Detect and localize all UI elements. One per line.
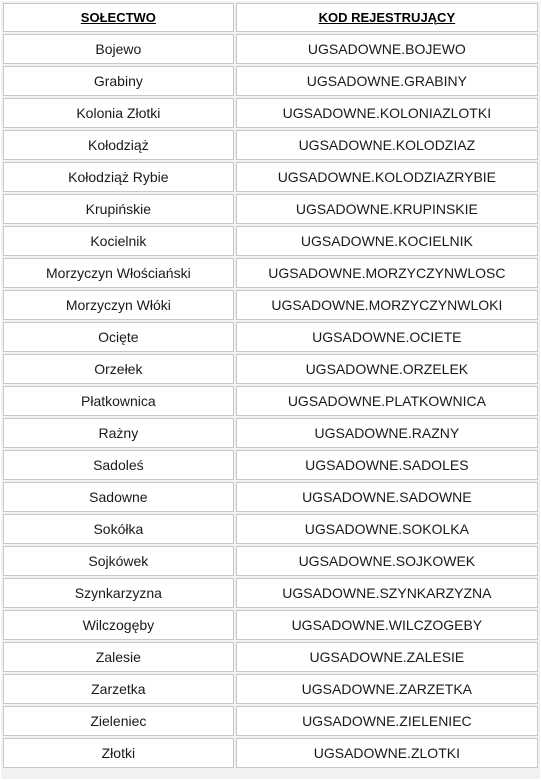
table-row bbox=[3, 642, 538, 672]
table-row bbox=[3, 514, 538, 544]
solectwo-cell: Orzełek bbox=[3, 354, 234, 384]
registration-codes-table-wrapper bbox=[1, 1, 540, 779]
table-row bbox=[3, 450, 538, 480]
header-row bbox=[3, 3, 538, 32]
solectwo-cell: Złotki bbox=[3, 738, 234, 768]
kod-cell: UGSADOWNE.KOLODZIAZ bbox=[236, 130, 538, 160]
table-row bbox=[3, 546, 538, 576]
kod-cell: UGSADOWNE.OCIETE bbox=[236, 322, 538, 352]
kod-cell: UGSADOWNE.MORZYCZYNWLOSC bbox=[236, 258, 538, 288]
solectwo-cell: Kołodziąż bbox=[3, 130, 234, 160]
kod-cell: UGSADOWNE.KOCIELNIK bbox=[236, 226, 538, 256]
table-row bbox=[3, 34, 538, 64]
solectwo-cell: Sokółka bbox=[3, 514, 234, 544]
solectwo-cell: Kołodziąż Rybie bbox=[3, 162, 234, 192]
kod-cell: UGSADOWNE.ORZELEK bbox=[236, 354, 538, 384]
solectwo-cell: Szynkarzyzna bbox=[3, 578, 234, 608]
kod-cell: UGSADOWNE.MORZYCZYNWLOKI bbox=[236, 290, 538, 320]
kod-cell: UGSADOWNE.ZLOTKI bbox=[236, 738, 538, 768]
solectwo-cell: Kocielnik bbox=[3, 226, 234, 256]
table-row bbox=[3, 162, 538, 192]
table-row bbox=[3, 194, 538, 224]
kod-cell: UGSADOWNE.PLATKOWNICA bbox=[236, 386, 538, 416]
kod-cell: UGSADOWNE.RAZNY bbox=[236, 418, 538, 448]
table-row bbox=[3, 482, 538, 512]
kod-cell: UGSADOWNE.GRABINY bbox=[236, 66, 538, 96]
table-row bbox=[3, 386, 538, 416]
kod-cell: UGSADOWNE.SADOLES bbox=[236, 450, 538, 480]
solectwo-cell: Płatkownica bbox=[3, 386, 234, 416]
table-row bbox=[3, 98, 538, 128]
header-solectwo: SOŁECTWO bbox=[3, 3, 234, 32]
kod-cell: UGSADOWNE.KOLONIAZLOTKI bbox=[236, 98, 538, 128]
solectwo-cell: Krupińskie bbox=[3, 194, 234, 224]
header-kod-rejestrujacy: KOD REJESTRUJĄCY bbox=[236, 3, 538, 32]
solectwo-cell: Bojewo bbox=[3, 34, 234, 64]
table-row bbox=[3, 610, 538, 640]
table-row bbox=[3, 130, 538, 160]
table-row bbox=[3, 674, 538, 704]
solectwo-cell: Sadowne bbox=[3, 482, 234, 512]
solectwo-cell: Zalesie bbox=[3, 642, 234, 672]
solectwo-cell: Ocięte bbox=[3, 322, 234, 352]
table-row bbox=[3, 258, 538, 288]
kod-cell: UGSADOWNE.WILCZOGEBY bbox=[236, 610, 538, 640]
table-row bbox=[3, 578, 538, 608]
kod-cell: UGSADOWNE.KOLODZIAZRYBIE bbox=[236, 162, 538, 192]
kod-cell: UGSADOWNE.ZIELENIEC bbox=[236, 706, 538, 736]
solectwo-cell: Sadoleś bbox=[3, 450, 234, 480]
table-header bbox=[3, 3, 538, 32]
table-row bbox=[3, 226, 538, 256]
table-row bbox=[3, 290, 538, 320]
solectwo-cell: Wilczogęby bbox=[3, 610, 234, 640]
table-body bbox=[3, 34, 538, 768]
kod-cell: UGSADOWNE.SADOWNE bbox=[236, 482, 538, 512]
kod-cell: UGSADOWNE.SOKOLKA bbox=[236, 514, 538, 544]
table-row bbox=[3, 322, 538, 352]
kod-cell: UGSADOWNE.ZARZETKA bbox=[236, 674, 538, 704]
solectwo-cell: Grabiny bbox=[3, 66, 234, 96]
table-row bbox=[3, 738, 538, 768]
kod-cell: UGSADOWNE.ZALESIE bbox=[236, 642, 538, 672]
kod-cell: UGSADOWNE.SZYNKARZYZNA bbox=[236, 578, 538, 608]
solectwo-cell: Zieleniec bbox=[3, 706, 234, 736]
solectwo-cell: Zarzetka bbox=[3, 674, 234, 704]
kod-cell: UGSADOWNE.SOJKOWEK bbox=[236, 546, 538, 576]
table-row bbox=[3, 354, 538, 384]
solectwo-cell: Morzyczyn Włóki bbox=[3, 290, 234, 320]
kod-cell: UGSADOWNE.KRUPINSKIE bbox=[236, 194, 538, 224]
table-row bbox=[3, 66, 538, 96]
registration-codes-table bbox=[1, 1, 540, 770]
solectwo-cell: Rażny bbox=[3, 418, 234, 448]
kod-cell: UGSADOWNE.BOJEWO bbox=[236, 34, 538, 64]
solectwo-cell: Kolonia Złotki bbox=[3, 98, 234, 128]
table-row bbox=[3, 418, 538, 448]
table-row bbox=[3, 706, 538, 736]
solectwo-cell: Sojkówek bbox=[3, 546, 234, 576]
solectwo-cell: Morzyczyn Włościański bbox=[3, 258, 234, 288]
